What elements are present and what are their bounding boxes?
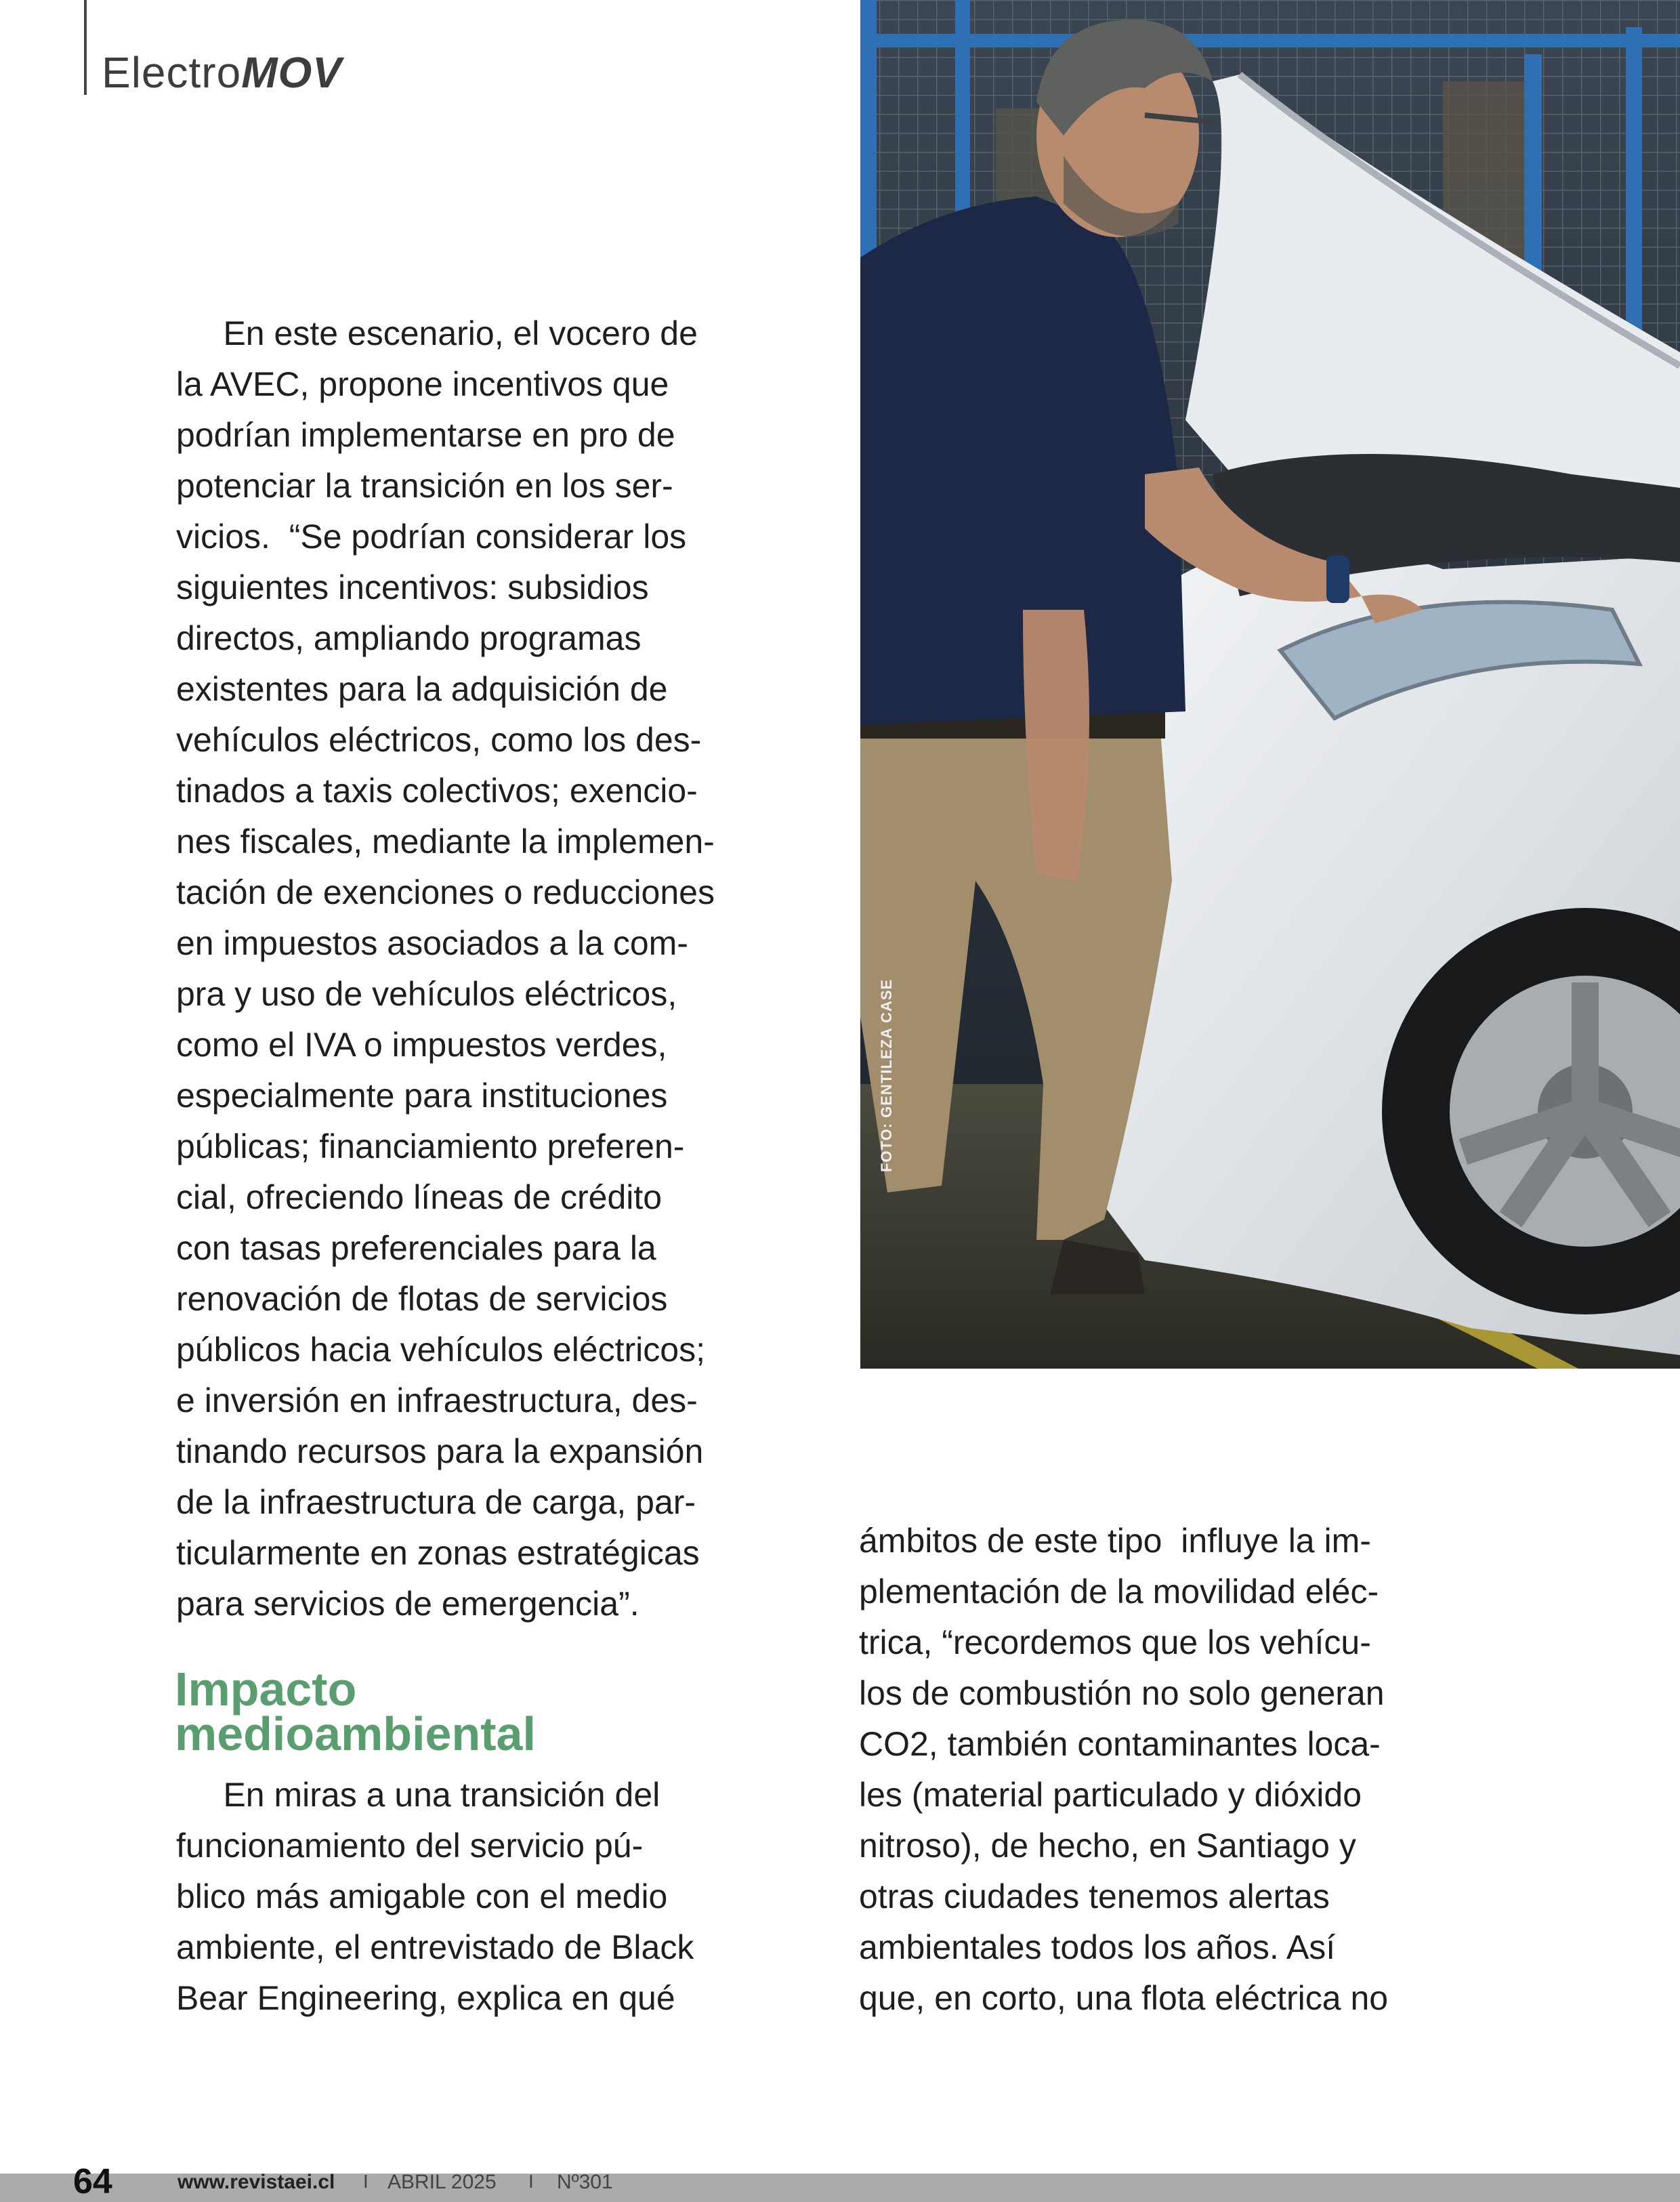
text-line: la AVEC, propone incentivos que [176,365,669,403]
text-line: nitroso), de hecho, en Santiago y [859,1827,1356,1865]
article-paragraph-1 [176,308,799,1629]
section-heading [175,1663,784,1760]
text-line: existentes para la adquisición de [176,670,668,708]
section-brand [102,47,342,98]
text-line: vicios. “Se podrían considerar los [176,518,687,556]
header-rule [84,0,87,95]
article-paragraph-3 [859,1516,1536,2024]
text-line: pra y uso de vehículos eléctricos, [176,975,677,1013]
text-line: nes fiscales, mediante la implemen- [176,823,715,860]
photo-illustration [860,0,1680,1369]
text-line: en impuestos asociados a la com- [176,924,688,962]
text-line: tinados a taxis colectivos; exencio- [176,772,698,810]
article-paragraph-2 [176,1770,799,2024]
footer-separator: I [528,2171,534,2192]
article-photo [860,0,1680,1369]
text-line: de la infraestructura de carga, par- [176,1483,696,1521]
text-line: públicos hacia vehículos eléctricos; [176,1331,705,1369]
text-line: tación de exenciones o reducciones [176,873,715,911]
footer-separator: I [363,2171,369,2192]
text-line: CO2, también contaminantes loca- [859,1725,1381,1763]
text-line: ticularmente en zonas estratégicas [176,1534,700,1572]
photo-credit: FOTO: GENTILEZA CASE [878,978,895,1172]
text-line: En miras a una transición del [176,1776,660,1814]
page-number: 64 [73,2162,112,2201]
section-brand-bold: MOV [241,48,342,97]
text-line: Bear Engineering, explica en qué [176,1979,675,2017]
text-line: tinando recursos para la expansión [176,1432,704,1470]
text-line: los de combustión no solo generan [859,1674,1385,1712]
text-line: especialmente para instituciones [176,1077,668,1115]
footer-date: ABRIL 2025 [387,2171,497,2193]
text-line: les (material particulado y dióxido [859,1776,1362,1814]
text-line: En este escenario, el vocero de [176,314,698,352]
section-brand-light: Electro [102,48,242,97]
text-line: directos, ampliando programas [176,619,642,657]
text-line: siguientes incentivos: subsidios [176,568,649,606]
text-line: que, en corto, una flota eléctrica no [859,1979,1389,2017]
footer-issue: Nº301 [557,2171,613,2193]
text-line: como el IVA o impuestos verdes, [176,1026,667,1064]
text-line: podrían implementarse en pro de [176,416,675,454]
text-line: vehículos eléctricos, como los des- [176,721,702,759]
text-line: renovación de flotas de servicios [176,1280,668,1318]
text-line: cial, ofreciendo líneas de crédito [176,1178,663,1216]
text-line: públicas; financiamiento preferen- [176,1127,685,1165]
text-line: blico más amigable con el medio [176,1877,668,1915]
heading-line: medioambiental [175,1707,536,1760]
text-line: e inversión en infraestructura, des- [176,1382,698,1419]
footer-url[interactable]: www.revistaei.cl [177,2171,335,2193]
text-line: para servicios de emergencia”. [176,1585,639,1623]
text-line: ámbitos de este tipo influye la im- [859,1522,1371,1560]
text-line: trica, “recordemos que los vehícu- [859,1623,1371,1661]
heading-line: Impacto [175,1663,357,1716]
text-line: otras ciudades tenemos alertas [859,1877,1330,1915]
text-line: ambiente, el entrevistado de Black [176,1928,694,1966]
text-line: plementación de la movilidad eléc- [859,1573,1379,1611]
text-line: ambientales todos los años. Así [859,1928,1336,1966]
text-line: con tasas preferenciales para la [176,1229,656,1267]
text-line: potenciar la transición en los ser- [176,467,673,505]
text-line: funcionamiento del servicio pú- [176,1827,644,1865]
